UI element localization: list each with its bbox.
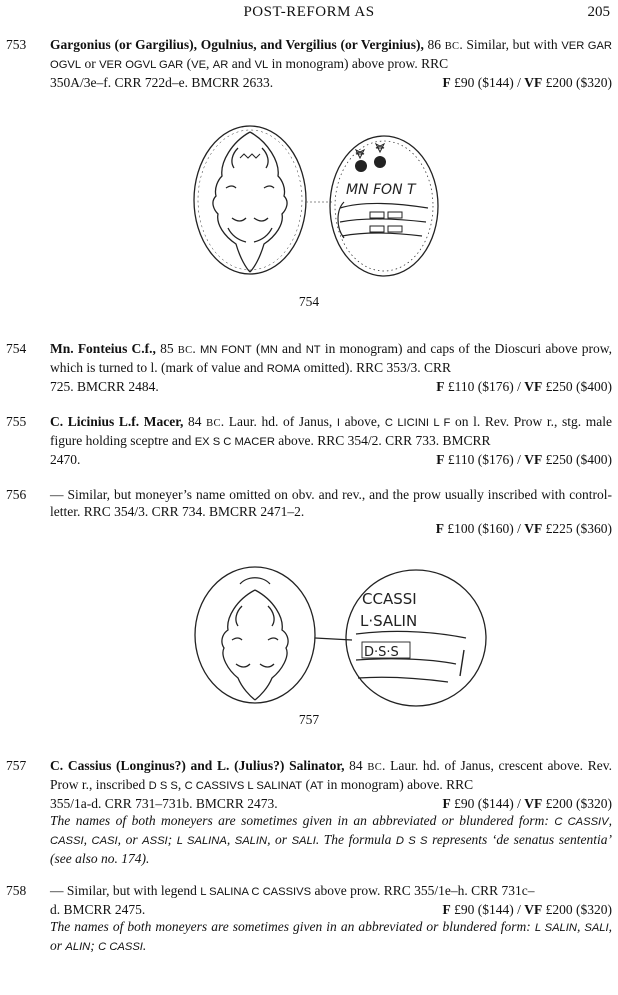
references: d. BMCRR 2475. bbox=[50, 902, 146, 917]
running-title: POST-REFORM AS bbox=[243, 4, 375, 20]
price: F £90 ($144) / VF £200 ($320) bbox=[442, 75, 612, 90]
price: F £100 ($160) / VF £225 ($360) bbox=[435, 521, 612, 536]
legend: VER GAR OGVL bbox=[50, 40, 613, 71]
legend: I bbox=[336, 417, 340, 429]
coin-legend: D·S·S bbox=[364, 645, 399, 660]
legend: AR bbox=[212, 59, 229, 71]
editorial-note: The names of both moneyers are sometimes given in an abbreviated or blundered form: C CASSIV, CASSI, CASI, or ASSI; L SALINA, SALIN, or SALI. The formula D S S represents ‘de senatus sententia’ (see also no. 174). bbox=[50, 813, 612, 866]
entry-body: Mn. Fonteius C.f., 85 BC. MN FONT (MN and NT in monogram) and caps of the Dioscuri above prow, which is turned to l. (mark of value and ROMA omitted). RRC 353/3. CRR 725. BMCRR 2484. F £110 ($176) / VF £250 ($400) bbox=[50, 341, 613, 394]
price: F £90 ($144) / VF £200 ($320) bbox=[442, 796, 612, 811]
page-header bbox=[0, 4, 618, 24]
entry-number: 753 bbox=[6, 37, 27, 52]
legend: C LICINI L F bbox=[384, 417, 451, 429]
legend: EX S C MACER bbox=[194, 436, 275, 448]
references: 355/1a-d. CRR 731–731b. BMCRR 2473. bbox=[50, 796, 278, 811]
coin-legend: CCASSI bbox=[362, 590, 417, 608]
entry-number: 755 bbox=[6, 414, 27, 429]
legend: VL bbox=[254, 59, 269, 71]
entry-number: 757 bbox=[6, 758, 27, 773]
legend: VE bbox=[191, 59, 207, 71]
legend: ROMA bbox=[266, 363, 301, 375]
coin-legend: MN FON T bbox=[346, 182, 416, 198]
dioscuri-cap-icon bbox=[355, 160, 367, 172]
moneyer-name: C. Cassius (Longinus?) and L. (Julius?) Salinator, bbox=[50, 758, 345, 773]
obverse-janus-coin bbox=[195, 567, 315, 703]
entry-number: 758 bbox=[6, 883, 27, 898]
moneyer-name: Mn. Fonteius C.f., bbox=[50, 341, 156, 356]
price: F £90 ($144) / VF £200 ($320) bbox=[442, 902, 612, 917]
dioscuri-cap-icon bbox=[374, 156, 386, 168]
legend: D S S bbox=[148, 780, 178, 792]
star-icon bbox=[356, 150, 364, 158]
refs-price-line bbox=[50, 520, 612, 537]
legend: L SALINA C CASSIVS bbox=[200, 886, 312, 898]
entry-body: C. Cassius (Longinus?) and L. (Julius?) Salinator, 84 BC. Laur. hd. of Janus, crescent above. Rev. Prow r., inscribed D S S, C CASSIVS L SALINAT (AT in monogram) above. RRC 355/1a-d. CRR 731–731b. BMCRR 2473. F £90 ($144) / VF £200 ($320) The names of both moneyers are sometimes given in an abbreviated or blundered form: C CASSIV, CASSI, CASI, or ASSI; L SALINA, SALIN, or SALI. The formula D S S represents ‘de senatus sententia’ (see also no. 174). bbox=[50, 758, 613, 866]
refs-price-line bbox=[50, 901, 612, 918]
entry-number: 756 bbox=[6, 487, 27, 502]
plate-caption-754: 754 bbox=[298, 294, 320, 309]
legend: VER OGVL GAR bbox=[99, 59, 184, 71]
entry-number: 754 bbox=[6, 341, 27, 356]
crescent-icon bbox=[240, 578, 270, 584]
refs-price-line bbox=[50, 378, 612, 395]
references: 350A/3e–f. CRR 722d–e. BMCRR 2633. bbox=[50, 75, 274, 90]
references: 2470. bbox=[50, 452, 81, 467]
legend: MN bbox=[260, 344, 278, 356]
entry-body: — Similar, but with legend L SALINA C CASSIVS above prow. RRC 355/1e–h. CRR 731c– d. BMCRR 2475. F £90 ($144) / VF £200 ($320) The names of both moneyers are sometimes given in an abbreviated or blundered form: L SALIN, SALI, or ALIN; C CASSI. bbox=[50, 882, 612, 956]
reverse-prow-coin bbox=[330, 136, 438, 276]
price: F £110 ($176) / VF £250 ($400) bbox=[436, 452, 612, 467]
star-icon bbox=[376, 144, 384, 152]
moneyer-name: C. Licinius L.f. Macer, bbox=[50, 414, 184, 429]
legend: NT bbox=[305, 344, 321, 356]
plate-caption-757: 757 bbox=[298, 712, 320, 727]
price: F £110 ($176) / VF £250 ($400) bbox=[436, 379, 612, 394]
coin-plate-754 bbox=[180, 118, 440, 290]
entry-description: — Similar, but moneyer’s name omitted on obv. and rev., and the prow usually inscribed with control-letter. RRC 354/3. CRR 734. BMCRR 2471–2. bbox=[50, 487, 612, 519]
entry-body bbox=[50, 486, 612, 537]
references: 725. BMCRR 2484. bbox=[50, 379, 159, 394]
entry-body: C. Licinius L.f. Macer, 84 BC. Laur. hd. of Janus, I above, C LICINI L F on l. Rev. Prow r., stg. male figure holding sceptre and EX S C MACER above. RRC 354/2. CRR 733. BMCRR 2470. F £110 ($176) / VF £250 ($400) bbox=[50, 414, 613, 467]
entry-body: Gargonius (or Gargilius), Ogulnius, and Vergilius (or Verginius), 86 BC. Similar, but with VER GAR OGVL or VER OGVL GAR (VE, AR and VL in monogram) above prow. RRC 350A/3e–f. CRR 722d–e. BMCRR 2633. F £90 ($144) / VF £200 ($320) bbox=[50, 37, 613, 90]
refs-price-line bbox=[50, 451, 612, 468]
refs-price-line bbox=[50, 795, 612, 812]
legend: C CASSIVS L SALINAT bbox=[184, 780, 303, 792]
editorial-note: The names of both moneyers are sometimes given in an abbreviated or blundered form: L SALIN, SALI, or ALIN; C CASSI. bbox=[50, 919, 613, 953]
legend: MN FONT bbox=[199, 344, 252, 356]
reverse-prow-coin bbox=[346, 570, 486, 706]
page-number: 205 bbox=[587, 4, 610, 20]
refs-price-line bbox=[50, 74, 612, 91]
obverse-janus-coin bbox=[194, 126, 306, 274]
moneyer-name: Gargonius (or Gargilius), Ogulnius, and Vergilius (or Verginius), bbox=[50, 37, 424, 52]
legend: AT bbox=[310, 780, 324, 792]
coin-legend: L·SALIN bbox=[360, 612, 418, 630]
coin-plate-757 bbox=[180, 560, 500, 710]
